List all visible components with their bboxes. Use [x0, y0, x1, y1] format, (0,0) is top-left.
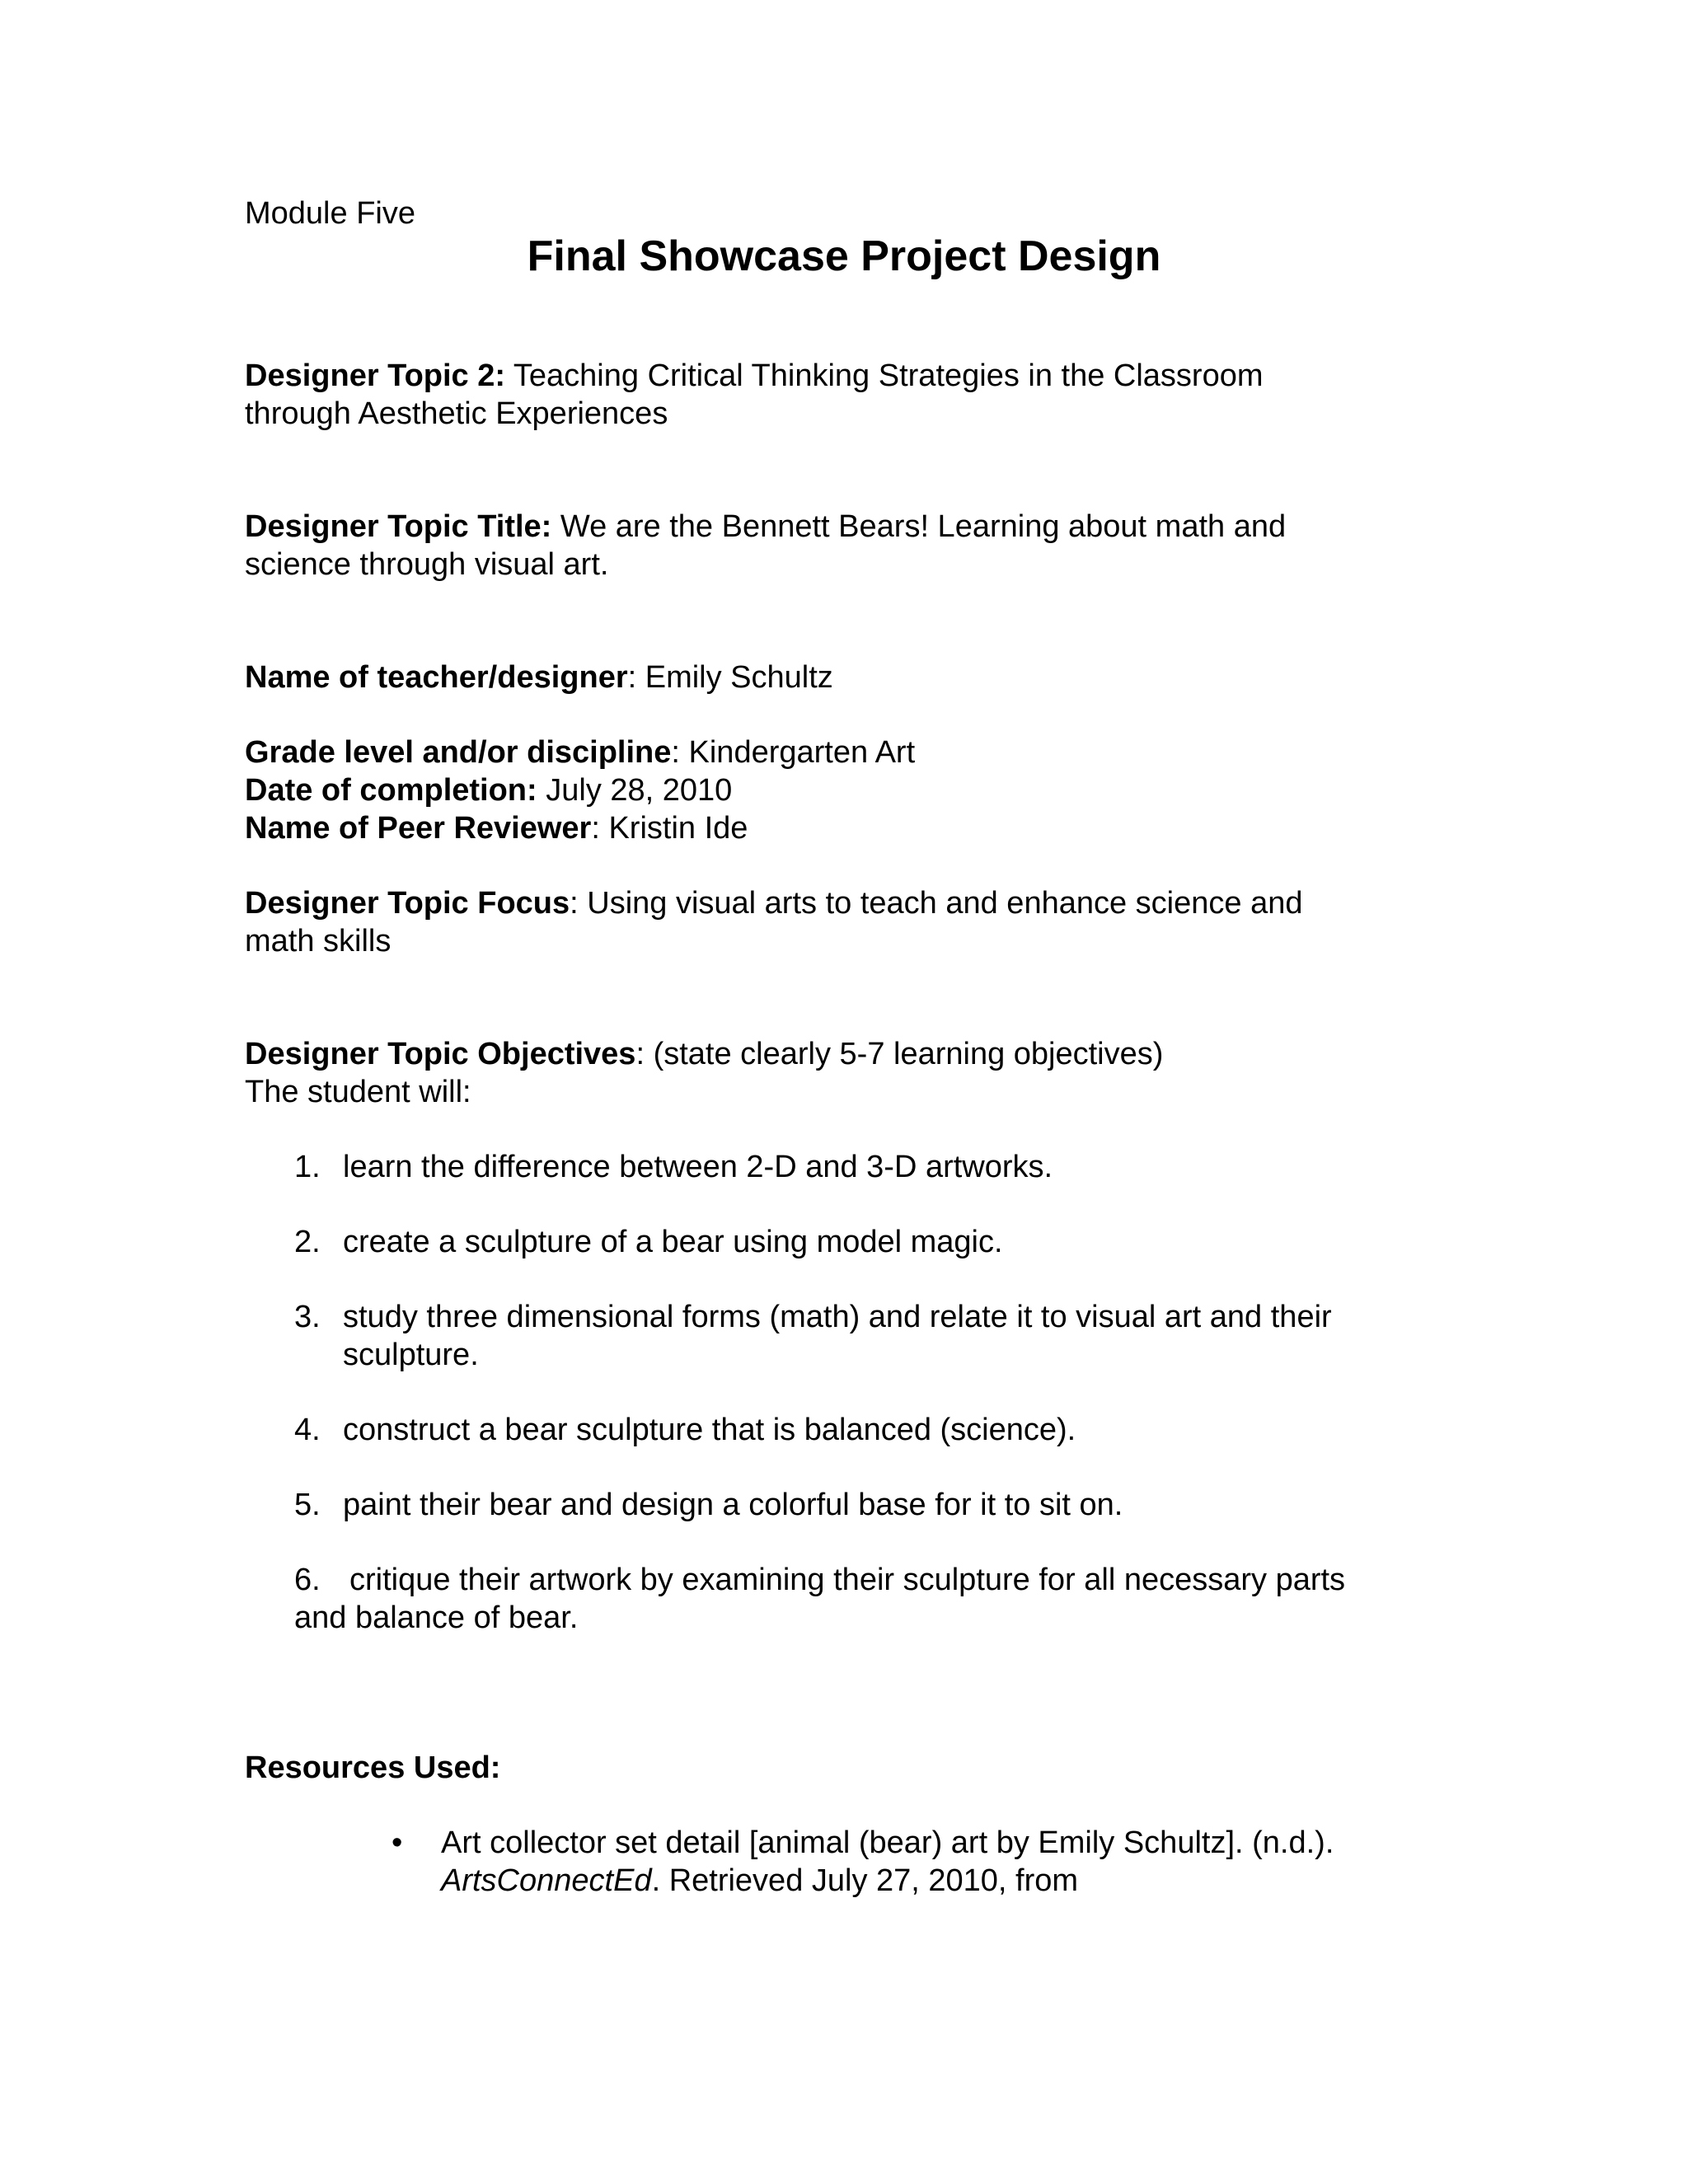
grade-label: Grade level and/or discipline [245, 735, 672, 770]
focus-label: Designer Topic Focus [245, 886, 570, 921]
module-label: Module Five [245, 196, 415, 231]
teacher-label: Name of teacher/designer [245, 660, 628, 695]
designer-topic-line2: through Aesthetic Experiences [245, 396, 668, 431]
page-title: Final Showcase Project Design [527, 232, 1161, 280]
objective-item-continued: and balance of bear. [294, 1601, 579, 1635]
focus-line1 [245, 884, 1302, 922]
objective-item: critique their artwork by examining their sculpture for all necessary parts [349, 1563, 1346, 1597]
resource-retrieved-text: . Retrieved July 27, 2010, from [651, 1863, 1079, 1898]
objective-number: 5. [294, 1488, 321, 1522]
topic-title-label: Designer Topic Title: [245, 509, 552, 544]
resource-item-line1: Art collector set detail [animal (bear) art by Emily Schultz]. (n.d.). [441, 1825, 1334, 1860]
resources-heading: Resources Used: [245, 1750, 501, 1785]
objectives-heading [245, 1035, 1163, 1073]
date-label: Date of completion: [245, 773, 537, 808]
objective-number: 4. [294, 1413, 321, 1447]
topic-title-value: We are the Bennett Bears! Learning about math and [551, 509, 1287, 544]
designer-topic-line1 [245, 357, 1264, 395]
grade-value: : Kindergarten Art [671, 735, 916, 770]
peer-label: Name of Peer Reviewer [245, 811, 592, 846]
resource-source-name: ArtsConnectEd [441, 1863, 652, 1898]
topic-title-line1 [245, 508, 1286, 546]
objective-number: 6. [294, 1563, 321, 1597]
objective-item-continued: sculpture. [343, 1338, 479, 1372]
objectives-label: Designer Topic Objectives [245, 1037, 636, 1071]
objective-item: learn the difference between 2-D and 3-D artworks. [343, 1150, 1053, 1184]
objective-item: study three dimensional forms (math) and relate it to visual art and their [343, 1300, 1332, 1334]
teacher-line [245, 658, 833, 696]
objective-item: construct a bear sculpture that is balanced (science). [343, 1413, 1076, 1447]
peer-line [245, 809, 748, 847]
objective-item: create a sculpture of a bear using model magic. [343, 1225, 1003, 1259]
topic-title-line2: science through visual art. [245, 547, 609, 582]
designer-topic-label: Designer Topic 2: [245, 359, 506, 393]
date-line [245, 771, 732, 809]
focus-value: : Using visual arts to teach and enhance science and [570, 886, 1303, 921]
bullet-icon: • [392, 1825, 403, 1860]
objective-item: paint their bear and design a colorful base for it to sit on. [343, 1488, 1123, 1522]
objective-number: 1. [294, 1150, 321, 1184]
focus-line2: math skills [245, 924, 392, 958]
resource-item-line2 [441, 1862, 1078, 1900]
objectives-note: : (state clearly 5-7 learning objectives) [635, 1037, 1164, 1071]
objectives-intro: The student will: [245, 1075, 471, 1109]
designer-topic-value: Teaching Critical Thinking Strategies in the Classroom [505, 359, 1264, 393]
grade-line [245, 733, 915, 771]
objective-number: 2. [294, 1225, 321, 1259]
teacher-value: : Emily Schultz [627, 660, 833, 695]
date-value: July 28, 2010 [537, 773, 733, 808]
objective-number: 3. [294, 1300, 321, 1334]
peer-value: : Kristin Ide [591, 811, 748, 846]
